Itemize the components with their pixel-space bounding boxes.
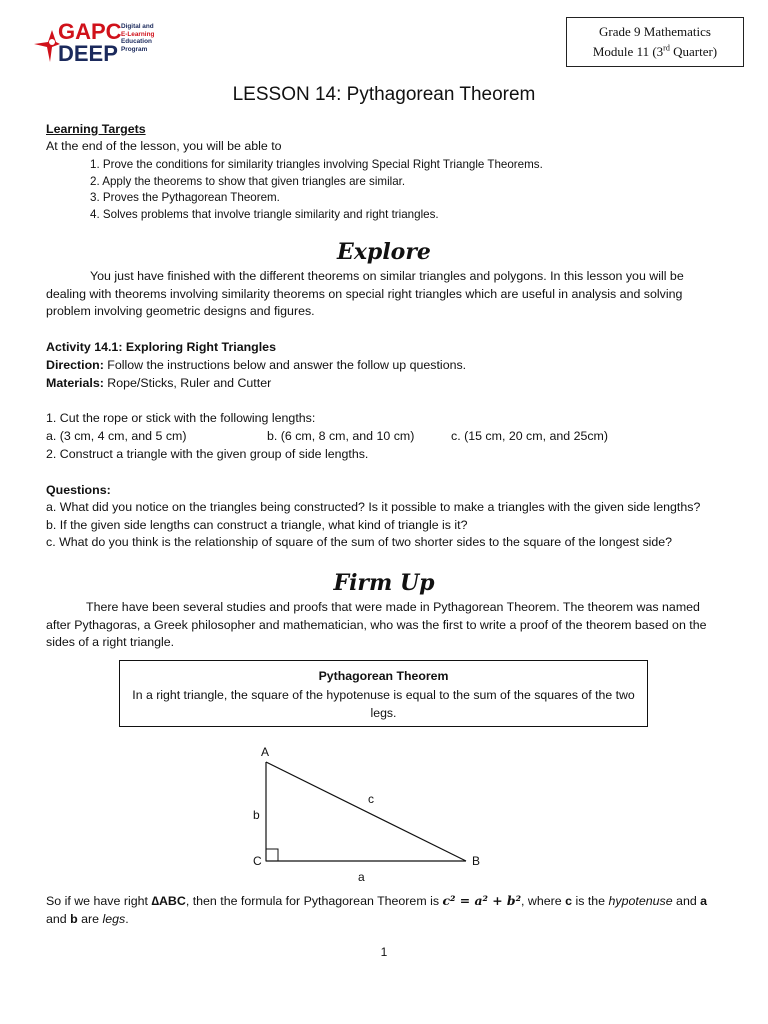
activity-step-1: 1. Cut the rope or stick with the following lengths: <box>46 411 316 425</box>
option-b: b. (6 cm, 8 cm, and 10 cm) <box>267 429 415 443</box>
right-triangle-diagram <box>240 738 500 888</box>
side-c-label: c <box>368 792 374 806</box>
question-item: c. What do you think is the relationship of square of the sum of two shorter sides to the square of the longest side? <box>46 535 673 550</box>
list-item: 4. Solves problems that involve triangle similarity and right triangles. <box>90 207 439 221</box>
grade-module-box <box>566 17 744 67</box>
side-a-label: a <box>358 870 365 884</box>
activity-materials: Materials: Rope/Sticks, Ruler and Cutter <box>46 376 272 390</box>
activity-title: Activity 14.1: Exploring Right Triangles <box>46 340 276 354</box>
theorem-box <box>119 660 648 727</box>
theorem-line-2: legs. <box>370 706 397 720</box>
logo-gapc: GAPC <box>58 19 122 44</box>
question-item: b. If the given side lengths can construct a triangle, what kind of triangle is it? <box>46 517 468 532</box>
grade-label: Grade 9 Mathematics <box>599 24 711 39</box>
logo-subtitle: Digital and E-Learning Education Program <box>121 23 155 53</box>
activity-direction: Direction: Follow the instructions below and answer the follow up questions. <box>46 358 467 372</box>
list-item: 2. Apply the theorems to show that given triangles are similar. <box>90 174 406 188</box>
questions-list <box>46 499 700 552</box>
firm-up-paragraph: There have been several studies and proofs that were made in Pythagorean Theorem. The theorem was named after Pythagoras, a Greek philosopher and mathematician, who was the first to write a proof of the theorem based on the sides of a right triangle. <box>46 600 707 650</box>
module-label: Module 11 (3rd Quarter) <box>592 43 718 59</box>
activity-step-2: 2. Construct a triangle with the given group of side lengths. <box>46 447 369 461</box>
explore-paragraph: You just have finished with the different theorems on similar triangles and polygons. In this lesson you will be dealing with theorems involving similarity theorems on special right triangles which are useful in analysis and solving problem involving geometric designs and figures. <box>46 269 684 319</box>
question-item: a. What did you notice on the triangles being constructed? Is it possible to make a triangles with the given side lengths? <box>46 500 701 514</box>
option-c: c. (15 cm, 20 cm, and 25cm) <box>451 429 609 443</box>
learning-targets-list <box>90 157 543 223</box>
list-item: 3. Proves the Pythagorean Theorem. <box>90 191 280 204</box>
theorem-title: Pythagorean Theorem <box>318 669 449 683</box>
learning-targets-intro: At the end of the lesson, you will be able to <box>46 139 282 153</box>
side-b-label: b <box>253 808 260 822</box>
formula-paragraph: So if we have right ∆ABC, then the formula for Pythagorean Theorem is c² = a² + b², where c is the hypotenuse and a and b are legs. <box>46 893 708 926</box>
vertex-b-label: B <box>472 854 481 868</box>
option-a: a. (3 cm, 4 cm, and 5 cm) <box>46 429 187 443</box>
vertex-a-label: A <box>261 745 270 759</box>
learning-targets-heading: Learning Targets <box>46 122 146 136</box>
lesson-title: LESSON 14: Pythagorean Theorem <box>232 84 536 105</box>
firm-up-heading: Firm Up <box>333 570 435 596</box>
logo-deep: DEEP <box>58 41 118 66</box>
explore-heading: Explore <box>337 239 431 265</box>
questions-heading: Questions: <box>46 483 111 497</box>
list-item: 1. Prove the conditions for similarity triangles involving Special Right Triangle Theorems. <box>90 158 543 171</box>
page-number: 1 <box>380 945 388 959</box>
right-angle-marker <box>266 849 278 861</box>
vertex-c-label: C <box>253 854 262 868</box>
hypotenuse-line <box>266 762 466 861</box>
theorem-line-1: In a right triangle, the square of the hypotenuse is equal to the sum of the squares of the two <box>132 687 635 702</box>
formula-equation: c² = a² + b² <box>442 893 522 908</box>
